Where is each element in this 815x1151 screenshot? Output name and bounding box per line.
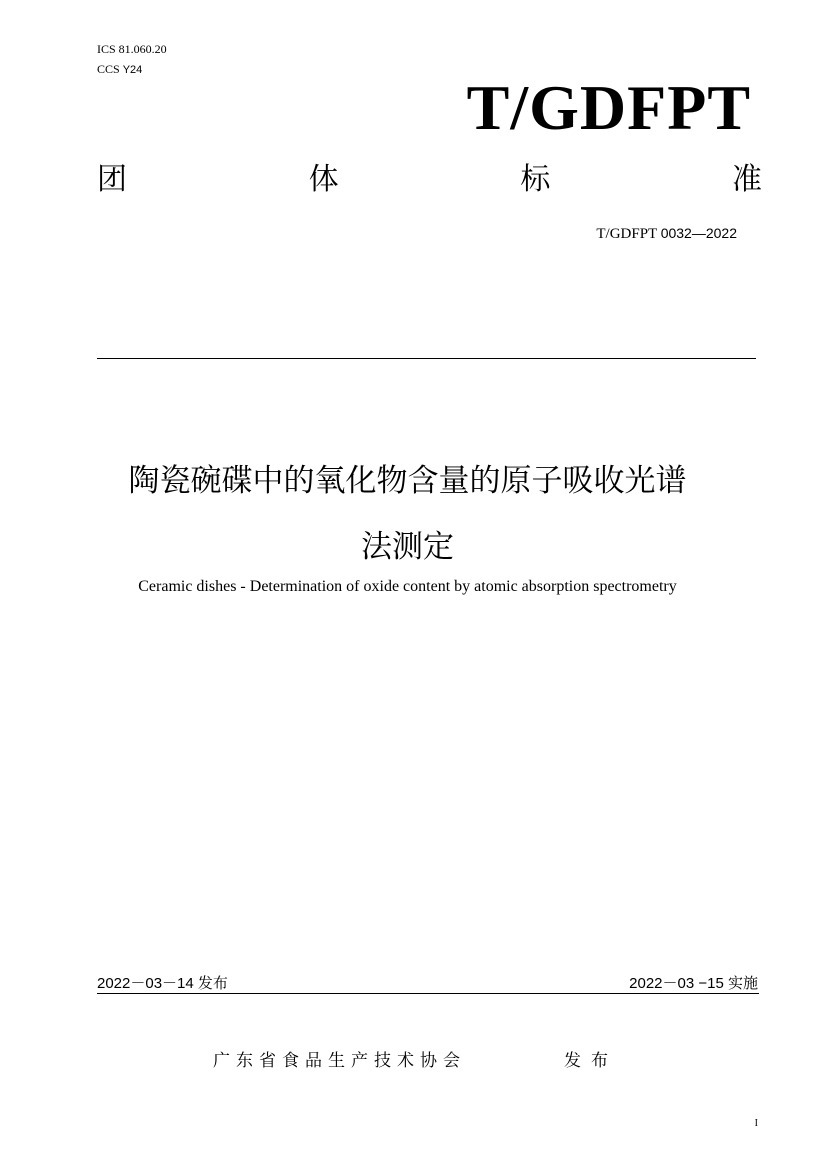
ccs-code <box>97 62 142 78</box>
standard-number-value: 0032—2022 <box>660 225 737 241</box>
footer-divider <box>97 993 759 994</box>
ccs-value: Y24 <box>122 64 143 76</box>
issuing-organization: 广东省食品生产技术协会 <box>213 1051 466 1071</box>
ccs-label: CCS <box>97 62 123 76</box>
standard-number <box>596 224 737 243</box>
document-title-cn <box>60 448 755 580</box>
standard-type-char: 标 <box>520 162 551 197</box>
page-number: I <box>754 1118 758 1129</box>
standard-type-char: 体 <box>308 162 339 197</box>
title-line-2: 法测定 <box>361 529 454 565</box>
implement-date: 2022－03 −15 实施 <box>629 975 758 992</box>
ics-code: ICS 81.060.20 <box>97 42 167 56</box>
standard-type-char: 团 <box>97 162 127 197</box>
standard-type-char: 准 <box>731 162 762 197</box>
standard-logo: T/GDFPT <box>466 72 751 143</box>
header-divider <box>97 358 756 359</box>
title-line-1: 陶瓷碗碟中的氧化物含量的原子吸收光谱 <box>128 463 687 499</box>
standard-type <box>97 160 762 200</box>
issue-label: 发布 <box>564 1051 618 1071</box>
publish-date: 2022－03－14 发布 <box>97 975 228 992</box>
document-title-en: Ceramic dishes - Determination of oxide content by atomic absorption spectrometry <box>138 578 677 595</box>
standard-number-prefix: T/GDFPT <box>596 226 661 242</box>
